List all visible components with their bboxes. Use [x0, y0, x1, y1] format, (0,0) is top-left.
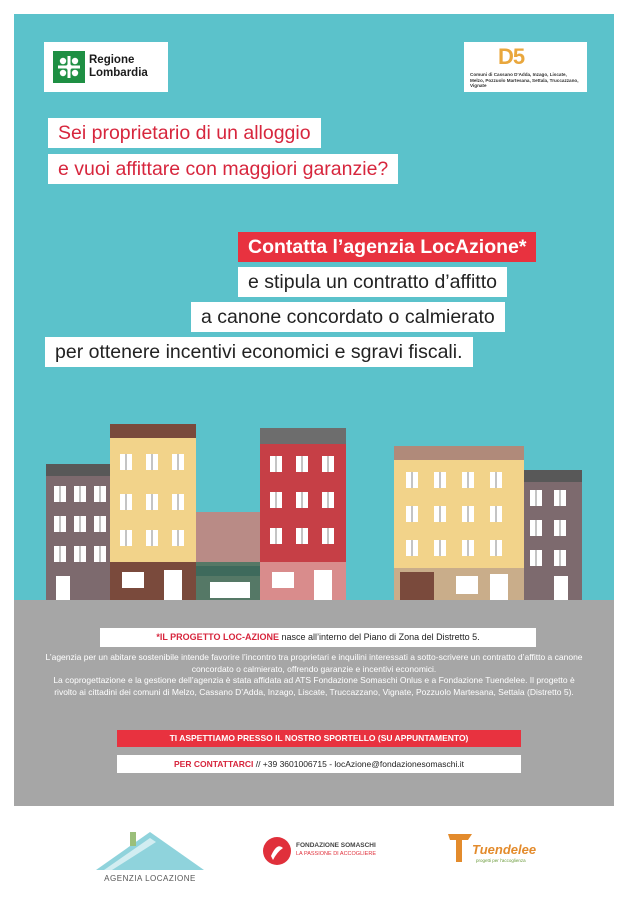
- contact-banner: PER CONTATTARCI // +39 3601006715 - locAzione@fondazionesomaschi.it: [117, 755, 521, 773]
- info-paragraph-1: L’agenzia per un abitare sostenibile intende favorire l’incontro tra proprietari e inquilini interessati a sotto-scrivere un contratto d’affitto a canone concordato o calmierato, offrendo garanzie e incentivi economici.: [45, 652, 583, 674]
- subheadline-line-2: e stipula un contratto d’affitto: [238, 267, 507, 297]
- headline-line-2: e vuoi affittare con maggiori garanzie?: [48, 154, 398, 184]
- subheadline-line-1: Contatta l’agenzia LocAzione*: [238, 232, 536, 262]
- tuendelee-logo: Tuendelee progetti per l'accoglienza: [446, 830, 556, 876]
- regione-lombardia-text: Regione Lombardia: [89, 54, 148, 79]
- footer-logos: [0, 820, 632, 903]
- buildings-illustration: [14, 394, 614, 606]
- house-roof-icon: [90, 828, 210, 872]
- somaschi-emblem-icon: [262, 836, 292, 866]
- d5-mark: D5: [498, 44, 525, 69]
- info-body: [44, 652, 584, 698]
- fondazione-somaschi-logo: FONDAZIONE SOMASCHI LA PASSIONE DI ACCOGLIERE: [262, 834, 402, 874]
- poster: [14, 14, 614, 806]
- agenzia-locazione-logo: AGENZIA LOCAZIONE: [90, 828, 210, 888]
- info-title: *IL PROGETTO LOC-AZIONE nasce all’interno del Piano di Zona del Distretto 5.: [100, 628, 536, 647]
- tuendelee-mark-icon: [446, 830, 474, 864]
- headline-line-1: Sei proprietario di un alloggio: [48, 118, 321, 148]
- regione-lombardia-emblem-icon: [53, 51, 85, 83]
- subheadline-line-4: per ottenere incentivi economici e sgravi fiscali.: [45, 337, 473, 367]
- info-paragraph-2: La coprogettazione e la gestione dell’agenzia è stata affidata ad ATS Fondazione Somaschi Onlus e a Fondazione Tuendelee. Il progetto è rivolto ai cittadini dei comuni di Melzo, Cassano D’Adda, Inzago, Liscate, Truccazzano, Vignate, Pozzuolo Martesana, Settala (Distretto 5).: [53, 675, 575, 697]
- distretto-5-text: Comuni di Cassano D'Adda, Inzago, Liscate, Melzo, Pozzuolo Martesana, Settala, Truccazzano, Vignate: [470, 72, 579, 89]
- subheadline-line-3: a canone concordato o calmierato: [191, 302, 505, 332]
- regione-lombardia-logo: [44, 42, 168, 92]
- appointment-banner: TI ASPETTIAMO PRESSO IL NOSTRO SPORTELLO (SU APPUNTAMENTO): [117, 730, 521, 747]
- distretto-5-logo: [464, 42, 587, 92]
